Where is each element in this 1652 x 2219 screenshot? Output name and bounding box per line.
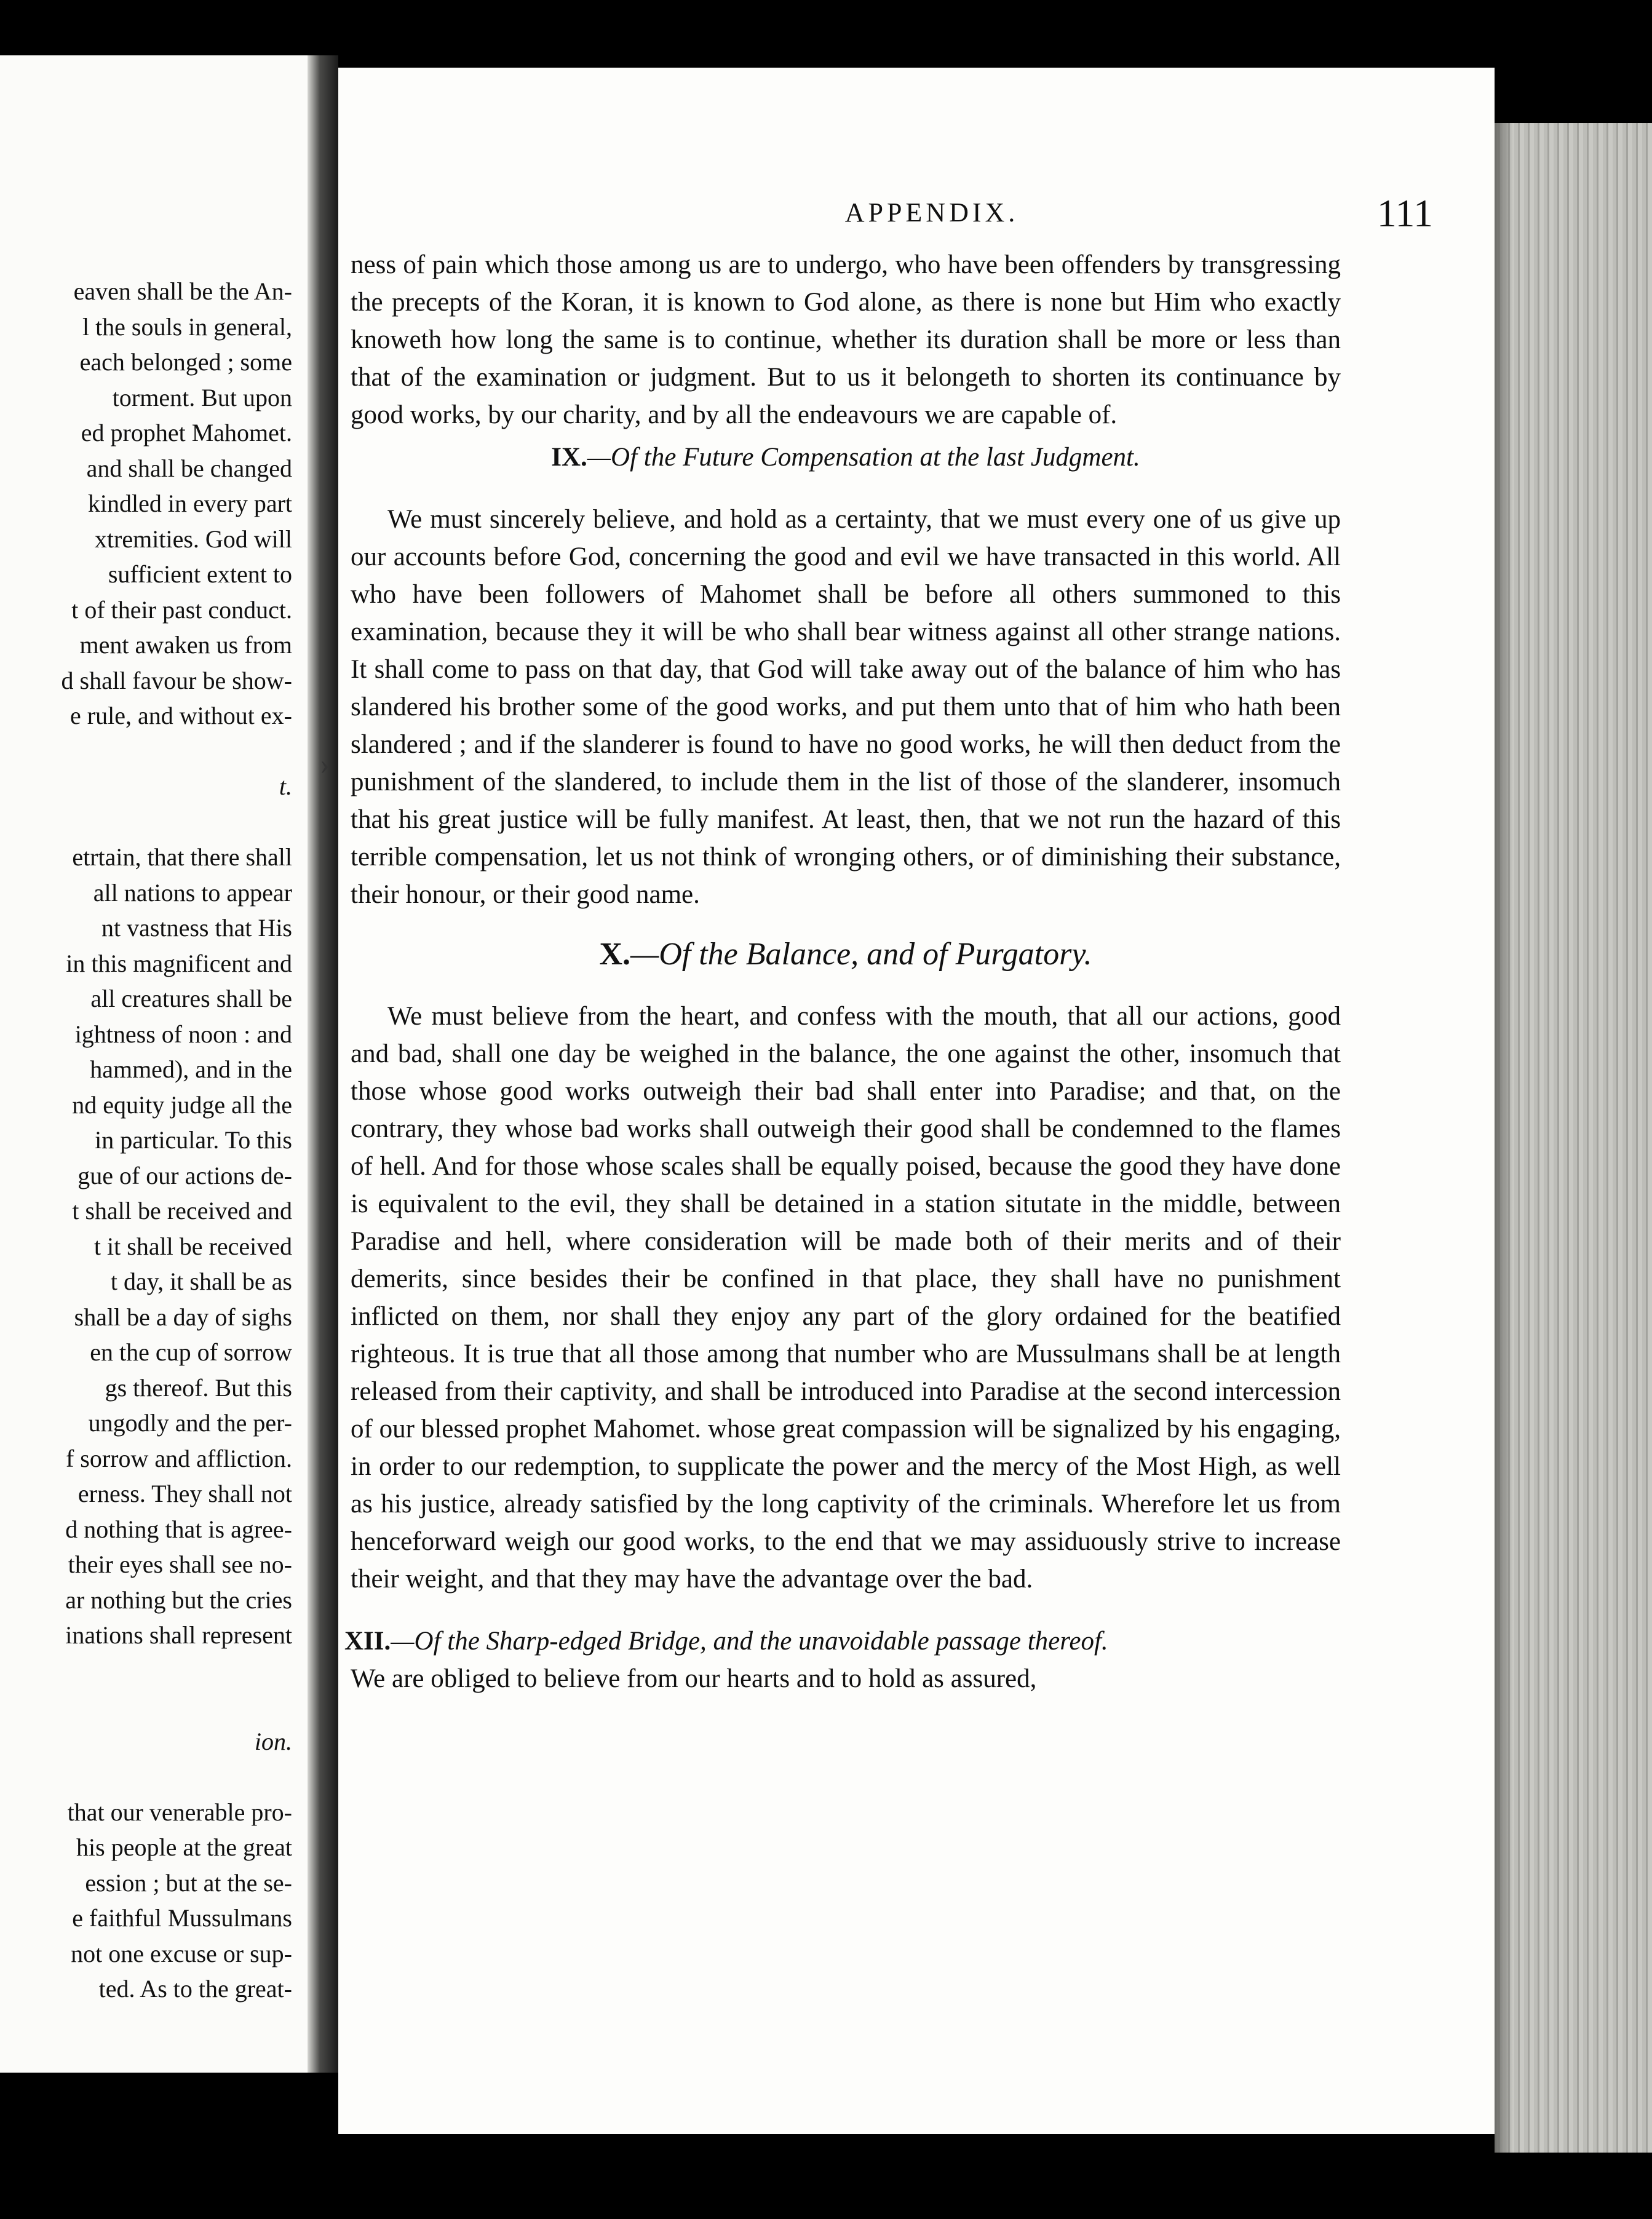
left-page-line [0,804,292,840]
section-heading-ix [351,439,1341,476]
section-heading-x [351,935,1341,973]
paragraph-compensation: We must sincerely believe, and hold as a certainty, that we must every one of us give up our accounts before God, concerning the good and evil we have transacted in this world. All who have been followers of Mahomet shall be before all others summoned to this examination, because they it will be who shall bear witness against all other strange nations. It shall come to pass on that day, that God will take away out of the balance of him who has slandered his brother some of the good works, and put them unto that of him who hath been slandered ; and if the slanderer is found to have no good works, he will then deduct from the punishment of the slandered, to include them in the list of those of the slanderer, insomuch that his great justice will be fully manifest. At least, then, that we not run the hazard of this terrible compensation, let us not think of wronging others, or of diminishing their substance, their honour, or their good name. [351,505,1341,909]
left-page-line: his people at the great [76,1833,292,1861]
page-header [431,191,1433,246]
left-page-line: ession ; but at the se- [85,1868,292,1897]
left-page-line: their eyes shall see no- [68,1550,292,1578]
left-page-line: xtremities. God will [94,525,292,553]
left-page-text [0,274,292,2007]
left-page-line: ungodly and the per- [88,1409,292,1437]
paragraph-balance: We must believe from the heart, and confess with the mouth, that all our actions, good and bad, shall one day be weighed in the balance, the one against the other, insomuch that those whose good works outweigh their bad shall enter into Paradise; and that, on the contrary, they whose bad works shall outweigh their good shall be condemned to the flames of hell. And for those whose scales shall be equally poised, because the good they have done is equivalent to the evil, they shall be detained in a station situtate in the middle, between Paradise and hell, where consideration will be made both of their merits and of their demerits, since besides their be confined in that place, they shall have no punishment inflicted on them, nor shall they enjoy any part of the glory ordained for the beatified righteous. It is true that all those among that number who are Mussulmans shall be at length released from their captivity, and shall be introduced into Paradise at the second intercession of our blessed prophet Mahomet. whose great compassion will be signalized by his engaging, in order to our redemption, to supplicate the power and the mercy of the Most High, as well as his justice, already satisfied by the long captivity of the criminals. Wherefore let us from henceforward weigh our good works, to the end that we may assiduously strive to increase their weight, and that they may have the advantage over the bad. [351,1002,1341,1594]
book-gutter [308,55,338,2073]
left-page-line: eaven shall be the An- [73,277,292,305]
section-heading-xii [344,1622,1341,1660]
left-page-line: inations shall represent [65,1621,292,1649]
paragraph-continuation: ness of pain which those among us are to undergo, who have been offenders by transgressing the precepts of the Koran, it is known to God alone, as there is none but Him who exactly knoweth how long the same is to continue, whether its duration shall be more or less than that of the examination or judgment. But to us it belongeth to shorten its continuance by good works, by our charity, and by all the endeavours we are capable of. [351,250,1341,429]
main-text [344,246,1341,1697]
section-title: —Of the Sharp-edged Bridge, and the unavoidable passage thereof. [391,1627,1108,1656]
left-page-line: shall be a day of sighs [74,1303,292,1331]
left-page-line: nd equity judge all the [72,1090,292,1119]
left-page-line: erness. They shall not [77,1480,292,1507]
left-page-line: t. [279,772,292,800]
right-page [338,68,1495,2134]
left-page-line [0,1688,292,1724]
section-title: —Of the Future Compensation at the last Judgment. [587,443,1140,472]
left-page-line: en the cup of sorrow [90,1338,292,1366]
left-page [0,55,308,2073]
paragraph-bridge: We are obliged to believe from our hearts and to hold as assured, [351,1664,1037,1693]
left-page-line: nt vastness that His [101,914,292,942]
left-page-line: gue of our actions de- [77,1161,292,1189]
left-page-line [0,734,292,769]
left-page-line: l the souls in general, [82,312,292,341]
left-page-line: ed prophet Mahomet. [81,419,292,447]
left-page-line: kindled in every part [87,490,292,517]
left-page-line: ment awaken us from [79,631,292,659]
left-page-line: hammed), and in the [90,1055,292,1083]
left-page-line: in this magnificent and [66,949,292,977]
left-page-line: gs thereof. But this [105,1373,292,1402]
left-page-line: t shall be received and [72,1197,292,1225]
left-page-line: ted. As to the great- [98,1975,292,2003]
left-page-line: d shall favour be show- [61,666,292,694]
section-numeral: IX. [551,443,587,472]
section-numeral: XII. [344,1627,391,1656]
page-edges [1495,123,1652,2153]
left-page-line: torment. But upon [112,383,292,411]
left-page-line: e faithful Mussulmans [72,1904,292,1932]
left-page-line: that our venerable pro- [67,1798,292,1826]
left-page-line [0,1653,292,1689]
left-page-line: t of their past conduct. [71,595,292,624]
page-number: 111 [1376,191,1433,235]
left-page-line [0,1759,292,1795]
left-page-line: f sorrow and affliction. [65,1444,292,1472]
running-head: APPENDIX. [844,197,1019,228]
left-page-line: all nations to appear [93,878,292,907]
left-page-line: t it shall be received [93,1232,292,1260]
left-page-line: all creatures shall be [90,985,292,1012]
left-page-line: each belonged ; some [79,348,292,376]
left-page-line: and shall be changed [86,454,292,482]
left-page-line: not one excuse or sup- [71,1939,292,1967]
left-page-line: ightness of noon : and [74,1020,292,1048]
page-edge-shadow [1495,123,1513,2153]
left-page-line: ar nothing but the cries [65,1586,292,1614]
margin-mark: › [320,748,330,780]
left-page-line: d nothing that is agree- [65,1515,292,1543]
left-page-line: in particular. To this [95,1126,292,1154]
section-numeral: X. [599,937,630,972]
left-page-line: etrtain, that there shall [72,843,292,871]
left-page-line: t day, it shall be as [110,1268,292,1295]
section-title: —Of the Balance, and of Purgatory. [630,937,1092,972]
left-page-line: ion. [254,1727,292,1755]
left-page-line: sufficient extent to [108,560,292,588]
left-page-line: e rule, and without ex- [70,702,292,729]
